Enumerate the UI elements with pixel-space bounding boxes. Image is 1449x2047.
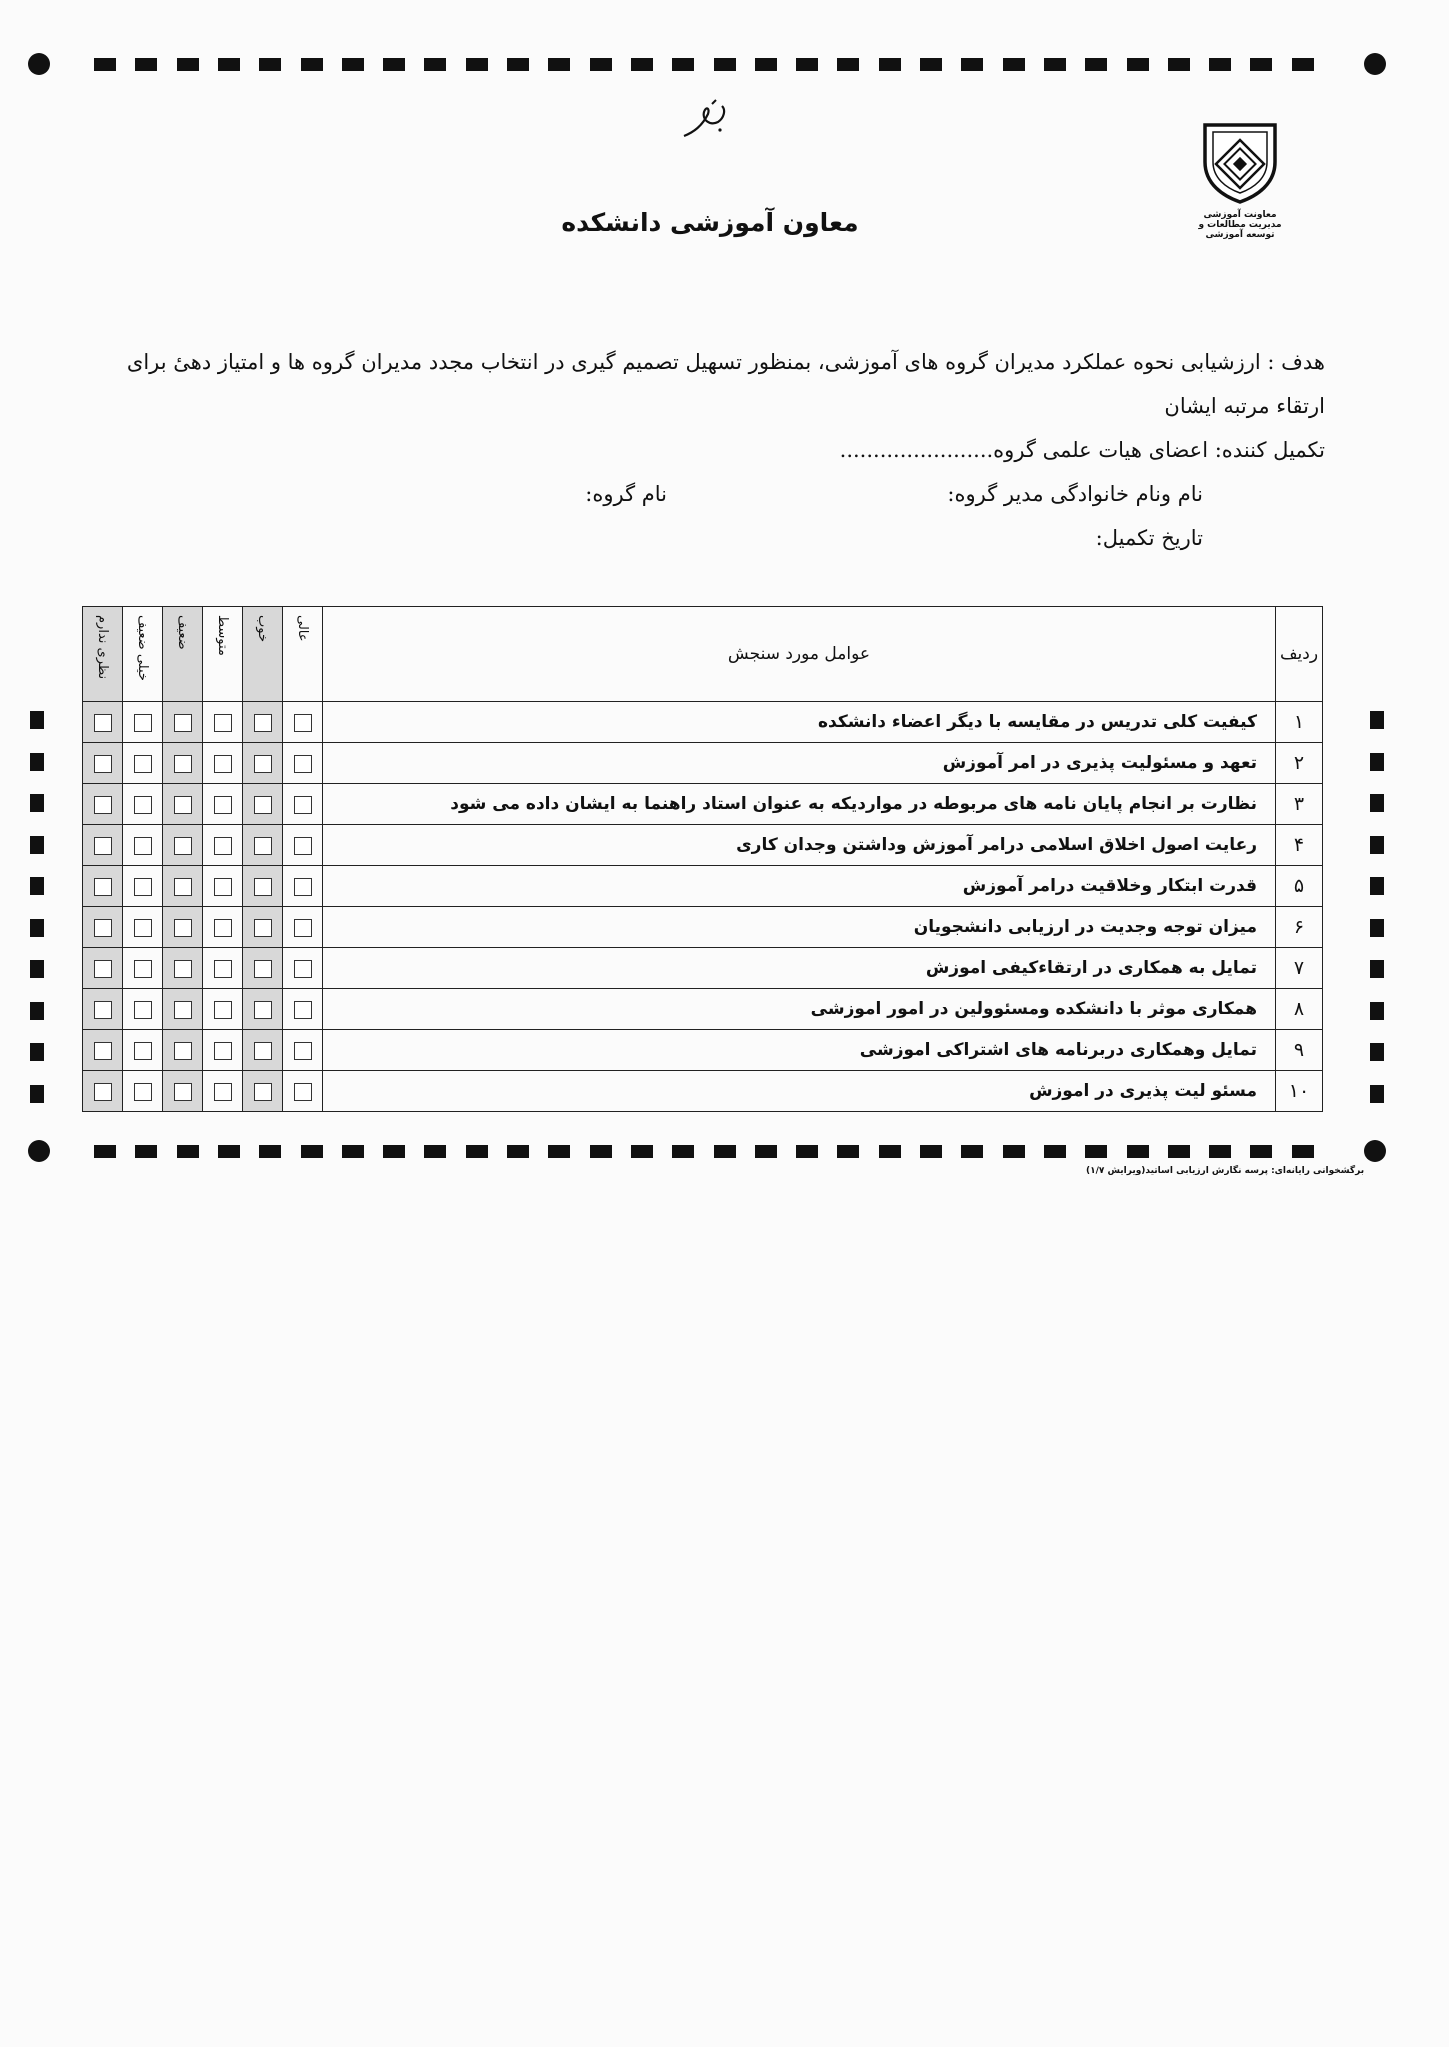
row-number: ۶ [1276,907,1323,948]
option-cell [203,784,243,825]
rating-checkbox[interactable] [134,1001,152,1019]
timing-mark [218,58,240,71]
option-cell [203,907,243,948]
rating-checkbox[interactable] [254,714,272,732]
option-label: متوسط [215,615,230,656]
factors-header: عوامل مورد سنجش [323,607,1276,702]
rating-checkbox[interactable] [94,714,112,732]
registration-dot [28,53,50,75]
row-timing-mark [30,1043,44,1061]
timing-mark [1127,1145,1149,1158]
option-cell [283,784,323,825]
row-timing-mark [1370,794,1384,812]
completion-date-label: تاریخ تکمیل: [1095,526,1203,550]
row-timing-mark [30,753,44,771]
option-cell [203,1071,243,1112]
option-cell [83,989,123,1030]
rating-checkbox[interactable] [134,919,152,937]
row-timing-mark [1370,877,1384,895]
timing-mark [879,58,901,71]
option-cell [163,743,203,784]
timing-mark [672,1145,694,1158]
option-cell [283,948,323,989]
timing-mark [837,58,859,71]
timing-mark [135,1145,157,1158]
option-cell [283,907,323,948]
row-timing-mark [1370,753,1384,771]
rating-checkbox[interactable] [134,796,152,814]
timing-mark [1250,58,1272,71]
option-cell [83,1030,123,1071]
option-cell [163,1030,203,1071]
option-cell [283,825,323,866]
table-row [83,989,1323,1030]
rating-checkbox[interactable] [254,1083,272,1101]
factor-text: تمایل به همکاری در ارتقاءکیفی اموزش [323,948,1276,989]
factor-text: همکاری موثر با دانشکده ومسئوولین در امور اموزشی [323,989,1276,1030]
row-number: ۳ [1276,784,1323,825]
timing-mark [1085,58,1107,71]
option-cell [123,907,163,948]
timing-mark [755,1145,777,1158]
rating-checkbox[interactable] [214,1083,232,1101]
option-label: ضعیف [175,615,190,650]
rating-checkbox[interactable] [134,837,152,855]
rating-checkbox[interactable] [174,755,192,773]
option-cell [83,702,123,743]
timing-mark [1292,1145,1314,1158]
rating-checkbox[interactable] [174,919,192,937]
factor-text: نظارت بر انجام پایان نامه های مربوطه در مواردیکه به عنوان استاد راهنما به ایشان داده می شود [323,784,1276,825]
rating-checkbox[interactable] [174,1083,192,1101]
timing-mark [837,1145,859,1158]
row-timing-mark [30,1085,44,1103]
timing-mark [1209,1145,1231,1158]
row-timing-mark [1370,1002,1384,1020]
goal-line-1: هدف : ارزشیابی نحوه عملکرد مدیران گروه های آموزشی، بمنظور تسهیل تصمیم گیری در انتخاب مجدد مدیران گروه ها و امتیاز دهیٔ برای [126,350,1325,374]
rating-checkbox[interactable] [214,1042,232,1060]
rating-checkbox[interactable] [294,1042,312,1060]
registration-dot [28,1140,50,1162]
option-cell [163,1071,203,1112]
rating-checkbox[interactable] [94,1042,112,1060]
option-cell [243,1071,283,1112]
table-row [83,743,1323,784]
timing-mark [1003,58,1025,71]
timing-mark [466,1145,488,1158]
rating-checkbox[interactable] [254,755,272,773]
table-row [83,1071,1323,1112]
option-cell [163,907,203,948]
timing-mark [507,58,529,71]
timing-mark [961,58,983,71]
rating-checkbox[interactable] [174,878,192,896]
table-row [83,784,1323,825]
form-footnote: برگشخوانی رایانه‌ای: پرسه نگارش ارزیابی اساتید(ویرایش ۱/۷) [1086,1166,1365,1176]
timing-mark [1003,1145,1025,1158]
timing-mark [94,1145,116,1158]
rating-checkbox[interactable] [254,837,272,855]
bottom-timing-marks [0,1140,1449,1164]
option-cell [83,866,123,907]
row-number: ۴ [1276,825,1323,866]
factor-text: رعایت اصول اخلاق اسلامی درامر آموزش وداشتن وجدان کاری [323,825,1276,866]
evaluation-table [82,606,1323,1112]
rating-checkbox[interactable] [94,1001,112,1019]
option-cell [243,948,283,989]
timing-mark [177,58,199,71]
option-cell [123,702,163,743]
option-cell [123,989,163,1030]
option-header-average [203,607,243,702]
rating-checkbox[interactable] [94,919,112,937]
timing-mark [342,58,364,71]
rating-checkbox[interactable] [214,1001,232,1019]
row-timing-mark [30,877,44,895]
rating-checkbox[interactable] [94,960,112,978]
timing-mark [714,58,736,71]
table-row [83,948,1323,989]
timing-mark [1085,1145,1107,1158]
timing-mark [1209,58,1231,71]
rating-checkbox[interactable] [94,837,112,855]
timing-mark [507,1145,529,1158]
rating-checkbox[interactable] [94,878,112,896]
rating-checkbox[interactable] [174,837,192,855]
timing-mark [631,1145,653,1158]
rating-checkbox[interactable] [174,1042,192,1060]
timing-mark [920,58,942,71]
option-label: عالی [295,615,310,642]
rating-checkbox[interactable] [254,1042,272,1060]
factor-text: تمایل وهمکاری دربرنامه های اشتراکی اموزشی [323,1030,1276,1071]
university-logo [1185,122,1295,252]
option-cell [123,948,163,989]
row-number: ۱۰ [1276,1071,1323,1112]
option-cell [203,743,243,784]
timing-mark [1168,1145,1190,1158]
option-cell [83,948,123,989]
timing-mark [177,1145,199,1158]
factor-text: قدرت ابتکار وخلاقیت درامر آموزش [323,866,1276,907]
timing-mark [590,1145,612,1158]
table-row [83,825,1323,866]
option-cell [243,702,283,743]
rating-checkbox[interactable] [134,1083,152,1101]
option-cell [243,989,283,1030]
top-timing-marks [0,53,1449,77]
goal-line-2: ارتقاء مرتبه ایشان [1164,394,1325,418]
option-header-good [243,607,283,702]
option-label: خوب [255,615,270,642]
rating-checkbox[interactable] [214,837,232,855]
timing-mark [796,1145,818,1158]
logo-caption-secondary: مدیریت مطالعات و توسعه آموزشی [1198,220,1282,240]
timing-mark [1044,1145,1066,1158]
rating-checkbox[interactable] [254,878,272,896]
option-cell [283,1030,323,1071]
rating-checkbox[interactable] [214,755,232,773]
row-number: ۷ [1276,948,1323,989]
timing-mark [259,58,281,71]
row-timing-mark [1370,1085,1384,1103]
row-timing-mark [30,794,44,812]
rating-checkbox[interactable] [294,837,312,855]
timing-mark [796,58,818,71]
option-label: خیلی ضعیف [135,615,150,681]
timing-mark [879,1145,901,1158]
logo-caption-primary: معاونت آموزشی [1203,210,1277,220]
row-timing-mark [30,960,44,978]
rating-checkbox[interactable] [94,755,112,773]
rating-checkbox[interactable] [174,796,192,814]
option-header-excellent [283,607,323,702]
option-cell [243,784,283,825]
rating-checkbox[interactable] [254,960,272,978]
registration-dot [1364,53,1386,75]
rating-checkbox[interactable] [294,919,312,937]
signature-logo [676,96,736,146]
rating-checkbox[interactable] [254,1001,272,1019]
rating-checkbox[interactable] [254,796,272,814]
timing-mark [1168,58,1190,71]
manager-name-label: نام ونام خانوادگی مدیر گروه: [947,482,1203,506]
row-number: ۸ [1276,989,1323,1030]
option-cell [163,948,203,989]
timing-mark [466,58,488,71]
rating-checkbox[interactable] [134,755,152,773]
rating-checkbox[interactable] [294,755,312,773]
timing-mark [383,1145,405,1158]
timing-mark [548,58,570,71]
option-cell [283,989,323,1030]
option-cell [283,743,323,784]
timing-mark [94,58,116,71]
option-cell [123,866,163,907]
rating-checkbox[interactable] [294,714,312,732]
option-header-weak [163,607,203,702]
option-cell [123,743,163,784]
table-row [83,866,1323,907]
timing-mark [383,58,405,71]
option-cell [123,1030,163,1071]
option-cell [283,702,323,743]
option-cell [283,1071,323,1112]
rating-checkbox[interactable] [214,960,232,978]
timing-mark [424,58,446,71]
option-cell [203,1030,243,1071]
timing-mark [548,1145,570,1158]
option-cell [163,989,203,1030]
table-row [83,702,1323,743]
option-cell [243,1030,283,1071]
timing-mark [1292,58,1314,71]
rating-checkbox[interactable] [294,796,312,814]
radif-header: ردیف [1276,607,1323,702]
factor-text: میزان توجه وجدیت در ارزیابی دانشجویان [323,907,1276,948]
timing-mark [714,1145,736,1158]
row-number: ۵ [1276,866,1323,907]
timing-mark [424,1145,446,1158]
factor-text: تعهد و مسئولیت پذیری در امر آموزش [323,743,1276,784]
factor-text: کیفیت کلی تدریس در مقایسه با دیگر اعضاء دانشکده [323,702,1276,743]
row-timing-mark [30,836,44,854]
option-label: نظری ندارم [95,615,110,680]
timing-mark [218,1145,240,1158]
rating-checkbox[interactable] [214,714,232,732]
option-cell [83,907,123,948]
timing-mark [301,58,323,71]
option-cell [83,784,123,825]
option-cell [123,1071,163,1112]
row-number: ۲ [1276,743,1323,784]
option-cell [203,825,243,866]
row-timing-mark [30,1002,44,1020]
row-number: ۹ [1276,1030,1323,1071]
timing-mark [1044,58,1066,71]
timing-mark [631,58,653,71]
option-cell [243,825,283,866]
rating-checkbox[interactable] [134,714,152,732]
table-row [83,907,1323,948]
rating-checkbox[interactable] [214,919,232,937]
shield-emblem-icon [1202,122,1278,204]
option-cell [163,825,203,866]
timing-mark [301,1145,323,1158]
row-timing-mark [1370,919,1384,937]
row-timing-mark [1370,711,1384,729]
option-cell [283,866,323,907]
timing-mark [342,1145,364,1158]
rating-checkbox[interactable] [174,960,192,978]
rating-checkbox[interactable] [294,878,312,896]
row-timing-mark [1370,1043,1384,1061]
group-name-label: نام گروه: [585,482,667,506]
option-cell [203,948,243,989]
timing-mark [755,58,777,71]
timing-mark [672,58,694,71]
rating-checkbox[interactable] [294,960,312,978]
timing-mark [920,1145,942,1158]
page-title: معاون آموزشی دانشکده [561,208,859,237]
row-timing-mark [1370,836,1384,854]
rating-checkbox[interactable] [294,1001,312,1019]
option-cell [243,907,283,948]
timing-mark [1127,58,1149,71]
option-header-very-weak [123,607,163,702]
timing-mark [590,58,612,71]
row-timing-mark [1370,960,1384,978]
row-timing-mark [30,711,44,729]
rating-checkbox[interactable] [174,714,192,732]
table-row [83,1030,1323,1071]
option-cell [243,866,283,907]
option-header-no-opinion [83,607,123,702]
option-cell [83,1071,123,1112]
rating-checkbox[interactable] [94,1083,112,1101]
option-cell [163,866,203,907]
rating-checkbox[interactable] [294,1083,312,1101]
table-header-row [83,607,1323,702]
option-cell [83,743,123,784]
registration-dot [1364,1140,1386,1162]
timing-mark [1250,1145,1272,1158]
timing-mark [961,1145,983,1158]
rating-checkbox[interactable] [214,878,232,896]
rating-checkbox[interactable] [214,796,232,814]
option-cell [83,825,123,866]
factor-text: مسئو لیت پذیری در اموزش [323,1071,1276,1112]
rating-checkbox[interactable] [174,1001,192,1019]
rating-checkbox[interactable] [134,878,152,896]
option-cell [203,989,243,1030]
option-cell [243,743,283,784]
rating-checkbox[interactable] [134,960,152,978]
timing-mark [135,58,157,71]
option-cell [163,702,203,743]
option-cell [123,784,163,825]
row-number: ۱ [1276,702,1323,743]
rating-checkbox[interactable] [94,796,112,814]
timing-mark [259,1145,281,1158]
option-cell [163,784,203,825]
rating-checkbox[interactable] [134,1042,152,1060]
rating-checkbox[interactable] [254,919,272,937]
option-cell [203,866,243,907]
option-cell [203,702,243,743]
completed-by-label: تکمیل کننده: اعضای هیات علمی گروه....................... [839,438,1325,462]
option-cell [123,825,163,866]
row-timing-mark [30,919,44,937]
